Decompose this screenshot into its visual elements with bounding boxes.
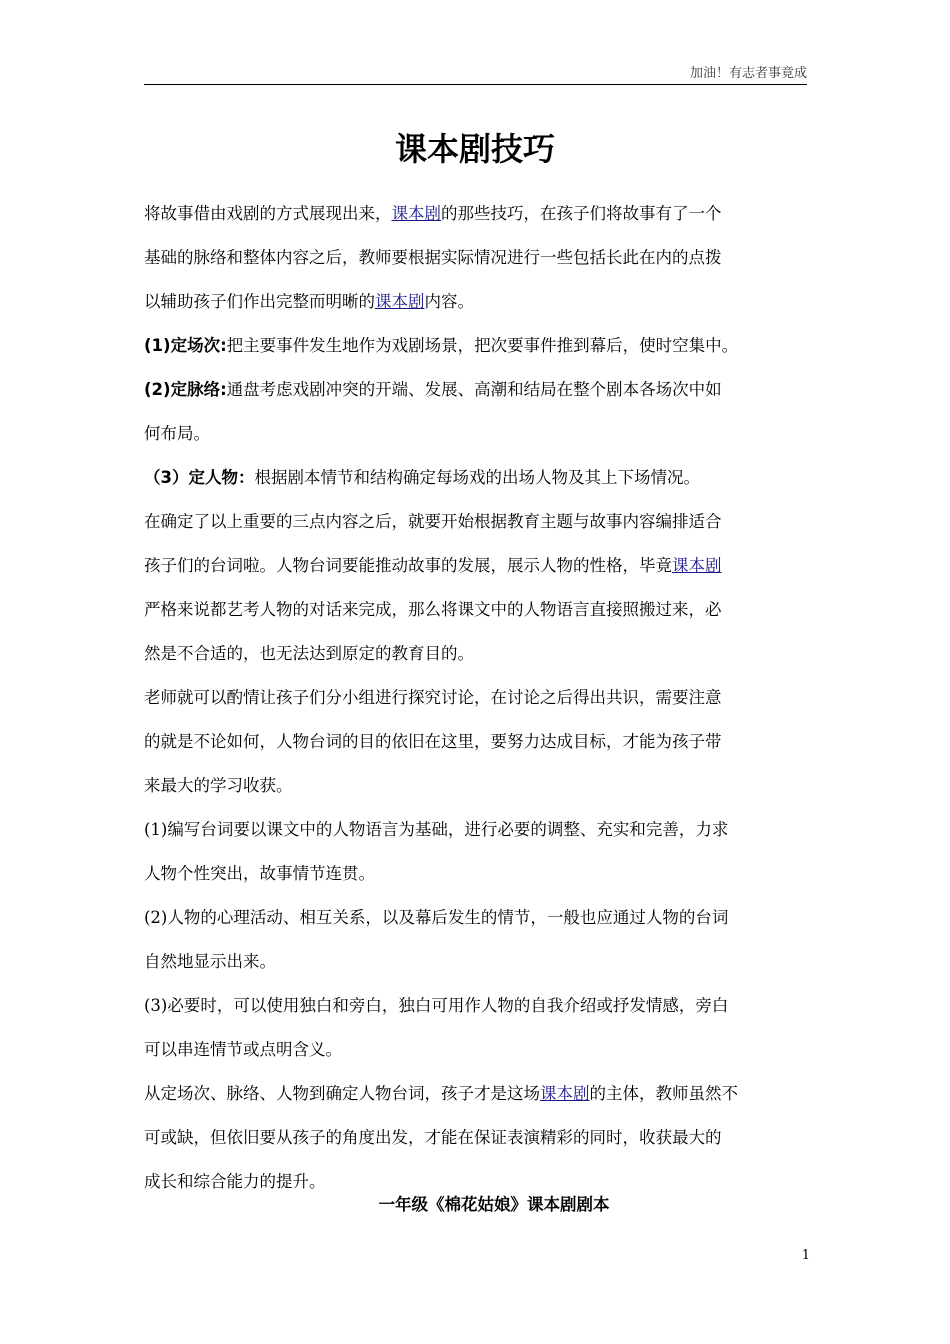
text-span: 的那些技巧，在孩子们将故事有了一个 bbox=[441, 204, 722, 223]
page-number: 1 bbox=[801, 1248, 810, 1263]
step-2-label: (2)定脉络: bbox=[144, 380, 227, 399]
para2-line-4: 然是不合适的，也无法达到原定的教育目的。 bbox=[144, 644, 474, 663]
intro-line-2: 基础的脉络和整体内容之后，教师要根据实际情况进行一些包括长此在内的点拨 bbox=[144, 248, 722, 267]
document-body bbox=[144, 192, 814, 1204]
conclusion-line-1 bbox=[144, 1072, 814, 1116]
para2-line-1: 在确定了以上重要的三点内容之后，就要开始根据教育主题与故事内容编排适合 bbox=[144, 512, 722, 531]
step-2-text: 通盘考虑戏剧冲突的开端、发展、高潮和结局在整个剧本各场次中如 bbox=[226, 380, 722, 399]
step-3-label: （3）定人物： bbox=[144, 468, 255, 487]
tip-2-line-2: 自然地显示出来。 bbox=[144, 952, 276, 971]
step-1-label: (1)定场次: bbox=[144, 336, 227, 355]
keben-ju-link[interactable]: 课本剧 bbox=[672, 556, 722, 575]
para3-line-2: 的就是不论如何，人物台词的目的依旧在这里，要努力达成目标，才能为孩子带 bbox=[144, 732, 722, 751]
text-span: 内容。 bbox=[424, 292, 474, 311]
page-header: 加油！有志者事竟成 bbox=[144, 64, 807, 85]
text-span: 以辅助孩子们作出完整而明晰的 bbox=[144, 292, 375, 311]
step-1 bbox=[144, 324, 814, 368]
text-span: 孩子们的台词啦。人物台词要能推动故事的发展，展示人物的性格，毕竟 bbox=[144, 556, 672, 575]
tip-3-line-2: 可以串连情节或点明含义。 bbox=[144, 1040, 342, 1059]
keben-ju-link[interactable]: 课本剧 bbox=[540, 1084, 590, 1103]
conclusion-line-3: 成长和综合能力的提升。 bbox=[144, 1172, 326, 1191]
script-title: 一年级《棉花姑娘》课本剧剧本 bbox=[378, 1195, 610, 1214]
para2-line-3: 严格来说都艺考人物的对话来完成，那么将课文中的人物语言直接照搬过来，必 bbox=[144, 600, 722, 619]
step-3 bbox=[144, 456, 814, 500]
keben-ju-link[interactable]: 课本剧 bbox=[375, 292, 425, 311]
step-2-continued: 何布局。 bbox=[144, 424, 210, 443]
text-span: 的主体，教师虽然不 bbox=[589, 1084, 738, 1103]
conclusion-line-2: 可或缺，但依旧要从孩子的角度出发，才能在保证表演精彩的同时，收获最大的 bbox=[144, 1128, 722, 1147]
tip-1-line-1: (1)编写台词要以课文中的人物语言为基础，进行必要的调整、充实和完善，力求 bbox=[144, 820, 729, 839]
para2-line-2 bbox=[144, 544, 814, 588]
keben-ju-link[interactable]: 课本剧 bbox=[391, 204, 441, 223]
document-title: 课本剧技巧 bbox=[394, 130, 555, 168]
para3-line-3: 来最大的学习收获。 bbox=[144, 776, 293, 795]
step-2 bbox=[144, 368, 814, 412]
tip-1-line-2: 人物个性突出，故事情节连贯。 bbox=[144, 864, 375, 883]
tip-3-line-1: (3)必要时，可以使用独白和旁白，独白可用作人物的自我介绍或抒发情感，旁白 bbox=[144, 996, 729, 1015]
text-span: 从定场次、脉络、人物到确定人物台词，孩子才是这场 bbox=[144, 1084, 540, 1103]
step-1-text: 把主要事件发生地作为戏剧场景，把次要事件推到幕后，使时空集中。 bbox=[226, 336, 739, 355]
tip-2-line-1: (2)人物的心理活动、相互关系，以及幕后发生的情节，一般也应通过人物的台词 bbox=[144, 908, 729, 927]
step-3-text: 根据剧本情节和结构确定每场戏的出场人物及其上下场情况。 bbox=[254, 468, 700, 487]
intro-line-1 bbox=[144, 192, 814, 236]
text-span: 将故事借由戏剧的方式展现出来， bbox=[144, 204, 392, 223]
intro-line-3 bbox=[144, 280, 814, 324]
para3-line-1: 老师就可以酌情让孩子们分小组进行探究讨论，在讨论之后得出共识，需要注意 bbox=[144, 688, 722, 707]
